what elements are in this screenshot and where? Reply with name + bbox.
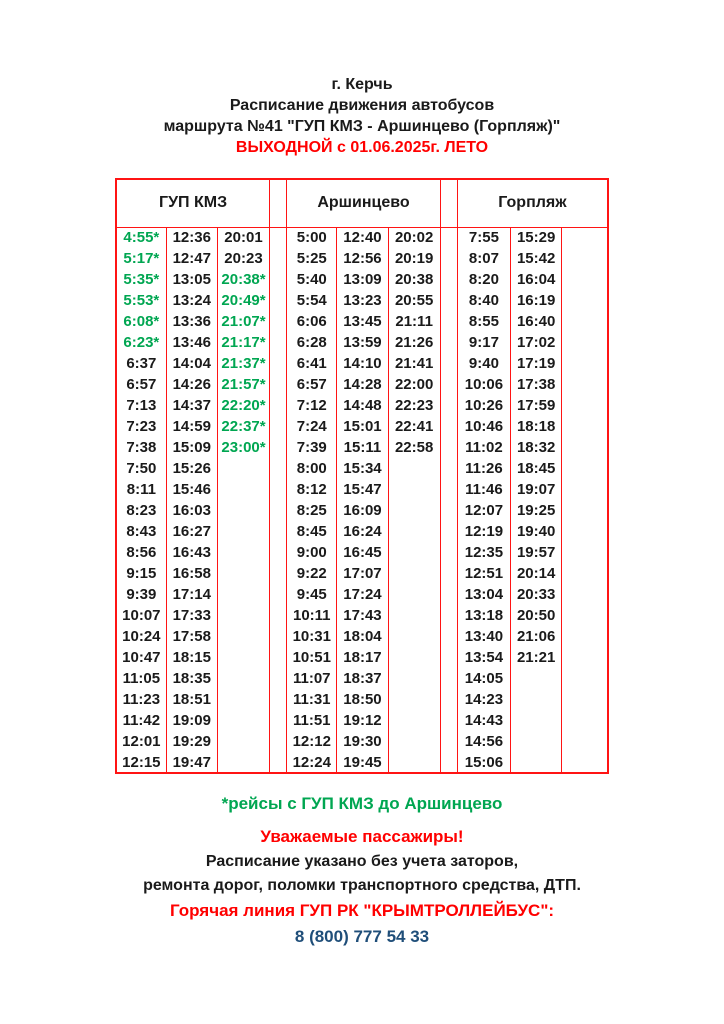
time-cell xyxy=(562,437,608,458)
time-cell: 15:09 xyxy=(166,437,217,458)
time-cell xyxy=(511,710,562,731)
time-cell xyxy=(511,668,562,689)
time-cell: 16:27 xyxy=(166,521,217,542)
time-cell: 23:00* xyxy=(217,437,269,458)
table-row xyxy=(116,710,608,731)
time-cell xyxy=(388,647,440,668)
time-cell: 15:01 xyxy=(337,416,388,437)
time-cell: 13:24 xyxy=(166,290,217,311)
table-row xyxy=(116,416,608,437)
time-cell: 7:23 xyxy=(116,416,166,437)
time-cell xyxy=(388,626,440,647)
time-cell: 9:00 xyxy=(287,542,337,563)
time-cell: 20:02 xyxy=(388,227,440,248)
time-cell: 17:24 xyxy=(337,584,388,605)
time-cell: 12:15 xyxy=(116,752,166,773)
time-cell: 12:47 xyxy=(166,248,217,269)
time-cell: 14:05 xyxy=(457,668,510,689)
time-cell xyxy=(217,647,269,668)
time-cell: 20:19 xyxy=(388,248,440,269)
time-cell xyxy=(388,563,440,584)
time-cell xyxy=(217,563,269,584)
time-cell: 13:05 xyxy=(166,269,217,290)
time-cell: 10:47 xyxy=(116,647,166,668)
time-cell: 17:58 xyxy=(166,626,217,647)
time-cell xyxy=(217,479,269,500)
time-cell: 12:01 xyxy=(116,731,166,752)
time-cell: 8:00 xyxy=(287,458,337,479)
time-cell: 22:00 xyxy=(388,374,440,395)
time-cell: 22:37* xyxy=(217,416,269,437)
time-cell xyxy=(217,731,269,752)
time-cell: 16:40 xyxy=(511,311,562,332)
time-cell: 19:09 xyxy=(166,710,217,731)
time-cell xyxy=(217,752,269,773)
time-cell xyxy=(217,668,269,689)
time-cell: 16:43 xyxy=(166,542,217,563)
time-cell: 14:23 xyxy=(457,689,510,710)
time-cell: 17:14 xyxy=(166,584,217,605)
time-cell: 17:19 xyxy=(511,353,562,374)
time-cell: 8:40 xyxy=(457,290,510,311)
time-cell: 8:25 xyxy=(287,500,337,521)
time-cell: 5:25 xyxy=(287,248,337,269)
time-cell: 21:11 xyxy=(388,311,440,332)
time-cell: 17:02 xyxy=(511,332,562,353)
time-cell: 19:47 xyxy=(166,752,217,773)
time-cell xyxy=(217,710,269,731)
time-cell: 17:38 xyxy=(511,374,562,395)
title-validity: ВЫХОДНОЙ с 01.06.2025г. ЛЕТО xyxy=(235,139,489,156)
time-cell: 6:57 xyxy=(287,374,337,395)
time-cell: 10:06 xyxy=(457,374,510,395)
time-cell: 10:24 xyxy=(116,626,166,647)
time-cell: 21:41 xyxy=(388,353,440,374)
time-cell: 11:26 xyxy=(457,458,510,479)
time-cell: 20:14 xyxy=(511,563,562,584)
time-cell: 18:04 xyxy=(337,626,388,647)
time-cell xyxy=(562,416,608,437)
time-cell xyxy=(562,500,608,521)
time-cell xyxy=(562,332,608,353)
hotline-label: Горячая линия ГУП РК "КРЫМТРОЛЛЕЙБУС": xyxy=(169,901,555,920)
table-row xyxy=(116,668,608,689)
schedule-table xyxy=(115,178,609,774)
time-cell xyxy=(562,542,608,563)
table-row xyxy=(116,437,608,458)
time-cell: 8:56 xyxy=(116,542,166,563)
time-cell: 9:22 xyxy=(287,563,337,584)
time-cell: 22:58 xyxy=(388,437,440,458)
time-cell xyxy=(562,584,608,605)
time-cell xyxy=(562,353,608,374)
time-cell: 14:28 xyxy=(337,374,388,395)
time-cell: 6:37 xyxy=(116,353,166,374)
time-cell: 17:07 xyxy=(337,563,388,584)
time-cell: 19:07 xyxy=(511,479,562,500)
table-row xyxy=(116,731,608,752)
section-header-2: Аршинцево xyxy=(287,179,441,227)
table-row xyxy=(116,647,608,668)
time-cell: 21:07* xyxy=(217,311,269,332)
time-cell xyxy=(388,479,440,500)
table-row xyxy=(116,479,608,500)
time-cell: 16:45 xyxy=(337,542,388,563)
time-cell xyxy=(511,731,562,752)
time-cell xyxy=(388,752,440,773)
time-cell xyxy=(217,500,269,521)
passengers-note: Уважаемые пассажиры! xyxy=(260,827,464,846)
time-cell: 18:37 xyxy=(337,668,388,689)
time-cell: 13:59 xyxy=(337,332,388,353)
footnotes xyxy=(0,792,724,949)
time-cell: 18:35 xyxy=(166,668,217,689)
time-cell xyxy=(562,647,608,668)
title-document: Расписание движения автобусов xyxy=(229,97,495,114)
table-row xyxy=(116,500,608,521)
time-cell xyxy=(562,395,608,416)
title-city: г. Керчь xyxy=(331,76,393,93)
time-cell xyxy=(388,731,440,752)
time-cell: 20:33 xyxy=(511,584,562,605)
time-cell xyxy=(562,668,608,689)
time-cell: 12:36 xyxy=(166,227,217,248)
section-header-3: Горпляж xyxy=(457,179,608,227)
time-cell: 9:39 xyxy=(116,584,166,605)
time-cell: 19:30 xyxy=(337,731,388,752)
time-cell: 11:51 xyxy=(287,710,337,731)
table-row xyxy=(116,626,608,647)
time-cell: 7:50 xyxy=(116,458,166,479)
time-cell xyxy=(562,626,608,647)
time-cell: 18:18 xyxy=(511,416,562,437)
time-cell: 15:47 xyxy=(337,479,388,500)
time-cell: 16:04 xyxy=(511,269,562,290)
time-cell: 12:12 xyxy=(287,731,337,752)
time-cell: 21:06 xyxy=(511,626,562,647)
time-cell: 8:07 xyxy=(457,248,510,269)
disclaimer-line-2: ремонта дорог, поломки транспортного средства, ДТП. xyxy=(143,877,581,894)
time-cell: 7:55 xyxy=(457,227,510,248)
time-cell: 5:40 xyxy=(287,269,337,290)
time-cell: 17:43 xyxy=(337,605,388,626)
time-cell: 19:25 xyxy=(511,500,562,521)
time-cell: 10:46 xyxy=(457,416,510,437)
table-row xyxy=(116,458,608,479)
table-row xyxy=(116,605,608,626)
disclaimer-line-1: Расписание указано без учета заторов, xyxy=(205,853,519,870)
time-cell xyxy=(388,689,440,710)
time-cell: 18:15 xyxy=(166,647,217,668)
time-cell: 13:09 xyxy=(337,269,388,290)
time-cell: 16:09 xyxy=(337,500,388,521)
time-cell: 10:51 xyxy=(287,647,337,668)
table-row xyxy=(116,290,608,311)
time-cell: 10:07 xyxy=(116,605,166,626)
time-cell: 10:11 xyxy=(287,605,337,626)
time-cell: 17:33 xyxy=(166,605,217,626)
time-cell: 13:54 xyxy=(457,647,510,668)
time-cell: 12:35 xyxy=(457,542,510,563)
time-cell: 16:19 xyxy=(511,290,562,311)
time-cell: 14:48 xyxy=(337,395,388,416)
time-cell: 15:11 xyxy=(337,437,388,458)
time-cell: 22:23 xyxy=(388,395,440,416)
spacer-column-header xyxy=(440,179,457,227)
time-cell: 11:23 xyxy=(116,689,166,710)
time-cell: 8:12 xyxy=(287,479,337,500)
time-cell: 9:17 xyxy=(457,332,510,353)
table-row xyxy=(116,374,608,395)
time-cell: 14:43 xyxy=(457,710,510,731)
time-cell: 5:53* xyxy=(116,290,166,311)
time-cell: 12:51 xyxy=(457,563,510,584)
time-cell xyxy=(217,521,269,542)
table-row xyxy=(116,311,608,332)
time-cell: 14:04 xyxy=(166,353,217,374)
table-row xyxy=(116,353,608,374)
time-cell: 13:04 xyxy=(457,584,510,605)
time-cell xyxy=(217,689,269,710)
time-cell: 15:06 xyxy=(457,752,510,773)
table-row xyxy=(116,689,608,710)
time-cell: 8:23 xyxy=(116,500,166,521)
time-cell: 13:36 xyxy=(166,311,217,332)
time-cell: 9:40 xyxy=(457,353,510,374)
time-cell xyxy=(562,290,608,311)
time-cell: 11:46 xyxy=(457,479,510,500)
time-cell: 19:29 xyxy=(166,731,217,752)
time-cell: 7:24 xyxy=(287,416,337,437)
time-cell: 4:55* xyxy=(116,227,166,248)
time-cell: 8:11 xyxy=(116,479,166,500)
time-cell: 21:37* xyxy=(217,353,269,374)
time-cell: 6:08* xyxy=(116,311,166,332)
time-cell: 13:40 xyxy=(457,626,510,647)
time-cell: 12:19 xyxy=(457,521,510,542)
time-cell: 14:56 xyxy=(457,731,510,752)
time-cell: 21:17* xyxy=(217,332,269,353)
time-cell: 13:46 xyxy=(166,332,217,353)
time-cell: 19:40 xyxy=(511,521,562,542)
time-cell xyxy=(388,605,440,626)
time-cell: 20:01 xyxy=(217,227,269,248)
time-cell xyxy=(388,668,440,689)
time-cell: 15:34 xyxy=(337,458,388,479)
time-cell: 6:57 xyxy=(116,374,166,395)
time-cell: 16:24 xyxy=(337,521,388,542)
time-cell xyxy=(388,542,440,563)
time-cell xyxy=(217,458,269,479)
time-cell xyxy=(217,542,269,563)
time-cell xyxy=(388,521,440,542)
time-cell: 5:54 xyxy=(287,290,337,311)
time-cell xyxy=(562,311,608,332)
time-cell: 9:15 xyxy=(116,563,166,584)
time-cell: 15:46 xyxy=(166,479,217,500)
time-cell: 19:12 xyxy=(337,710,388,731)
time-cell xyxy=(562,563,608,584)
time-cell xyxy=(562,752,608,773)
time-cell: 18:45 xyxy=(511,458,562,479)
table-row xyxy=(116,269,608,290)
time-cell: 22:20* xyxy=(217,395,269,416)
time-cell: 6:41 xyxy=(287,353,337,374)
time-cell: 15:26 xyxy=(166,458,217,479)
time-cell xyxy=(562,227,608,248)
time-cell: 6:23* xyxy=(116,332,166,353)
time-cell: 15:29 xyxy=(511,227,562,248)
time-cell: 7:38 xyxy=(116,437,166,458)
time-cell xyxy=(388,458,440,479)
schedule-wrap xyxy=(115,178,609,774)
table-row xyxy=(116,563,608,584)
time-cell: 14:26 xyxy=(166,374,217,395)
time-cell: 14:10 xyxy=(337,353,388,374)
table-row xyxy=(116,395,608,416)
time-cell xyxy=(511,689,562,710)
time-cell: 18:17 xyxy=(337,647,388,668)
time-cell xyxy=(562,248,608,269)
time-cell xyxy=(217,605,269,626)
time-cell: 19:45 xyxy=(337,752,388,773)
time-cell: 11:07 xyxy=(287,668,337,689)
section-header-1: ГУП КМЗ xyxy=(116,179,270,227)
time-cell: 20:38* xyxy=(217,269,269,290)
table-row xyxy=(116,542,608,563)
time-cell: 7:12 xyxy=(287,395,337,416)
asterisk-note: *рейсы с ГУП КМЗ до Аршинцево xyxy=(221,794,503,813)
time-cell: 13:18 xyxy=(457,605,510,626)
time-cell: 12:40 xyxy=(337,227,388,248)
time-cell: 6:28 xyxy=(287,332,337,353)
time-cell: 20:23 xyxy=(217,248,269,269)
time-cell: 14:59 xyxy=(166,416,217,437)
time-cell: 20:38 xyxy=(388,269,440,290)
time-cell: 20:55 xyxy=(388,290,440,311)
time-cell xyxy=(562,374,608,395)
time-cell: 8:45 xyxy=(287,521,337,542)
time-cell xyxy=(562,269,608,290)
time-cell: 12:56 xyxy=(337,248,388,269)
time-cell: 10:31 xyxy=(287,626,337,647)
table-row xyxy=(116,248,608,269)
table-header-row xyxy=(116,179,608,227)
time-cell xyxy=(388,500,440,521)
time-cell: 17:59 xyxy=(511,395,562,416)
spacer-column-header xyxy=(270,179,287,227)
time-cell: 7:13 xyxy=(116,395,166,416)
time-cell: 15:42 xyxy=(511,248,562,269)
time-cell: 11:02 xyxy=(457,437,510,458)
time-cell: 5:00 xyxy=(287,227,337,248)
time-cell: 20:49* xyxy=(217,290,269,311)
time-cell xyxy=(562,689,608,710)
time-cell: 7:39 xyxy=(287,437,337,458)
time-cell: 21:57* xyxy=(217,374,269,395)
time-cell: 8:43 xyxy=(116,521,166,542)
time-cell: 11:05 xyxy=(116,668,166,689)
time-cell: 5:35* xyxy=(116,269,166,290)
table-row xyxy=(116,752,608,773)
time-cell: 18:32 xyxy=(511,437,562,458)
time-cell: 16:03 xyxy=(166,500,217,521)
time-cell: 18:50 xyxy=(337,689,388,710)
time-cell: 6:06 xyxy=(287,311,337,332)
time-cell: 20:50 xyxy=(511,605,562,626)
time-cell: 16:58 xyxy=(166,563,217,584)
title-route: маршрута №41 "ГУП КМЗ - Аршинцево (Горпляж)" xyxy=(163,118,561,135)
time-cell xyxy=(388,584,440,605)
page-header xyxy=(0,0,724,158)
time-cell: 13:23 xyxy=(337,290,388,311)
table-row xyxy=(116,332,608,353)
time-cell: 19:57 xyxy=(511,542,562,563)
spacer-column xyxy=(440,227,457,773)
time-cell xyxy=(562,710,608,731)
time-cell: 13:45 xyxy=(337,311,388,332)
table-row xyxy=(116,227,608,248)
hotline-phone: 8 (800) 777 54 33 xyxy=(294,927,430,946)
spacer-column xyxy=(270,227,287,773)
time-cell xyxy=(217,626,269,647)
time-cell xyxy=(217,584,269,605)
time-cell: 8:20 xyxy=(457,269,510,290)
time-cell xyxy=(562,605,608,626)
time-cell xyxy=(562,521,608,542)
time-cell xyxy=(562,479,608,500)
time-cell: 21:26 xyxy=(388,332,440,353)
time-cell: 18:51 xyxy=(166,689,217,710)
time-cell: 14:37 xyxy=(166,395,217,416)
time-cell: 12:07 xyxy=(457,500,510,521)
time-cell: 11:42 xyxy=(116,710,166,731)
table-row xyxy=(116,521,608,542)
time-cell: 8:55 xyxy=(457,311,510,332)
time-cell xyxy=(388,710,440,731)
time-cell: 12:24 xyxy=(287,752,337,773)
time-cell xyxy=(511,752,562,773)
time-cell xyxy=(562,731,608,752)
time-cell: 11:31 xyxy=(287,689,337,710)
time-cell: 9:45 xyxy=(287,584,337,605)
table-row xyxy=(116,584,608,605)
time-cell: 22:41 xyxy=(388,416,440,437)
time-cell: 21:21 xyxy=(511,647,562,668)
time-cell: 10:26 xyxy=(457,395,510,416)
time-cell: 5:17* xyxy=(116,248,166,269)
time-cell xyxy=(562,458,608,479)
